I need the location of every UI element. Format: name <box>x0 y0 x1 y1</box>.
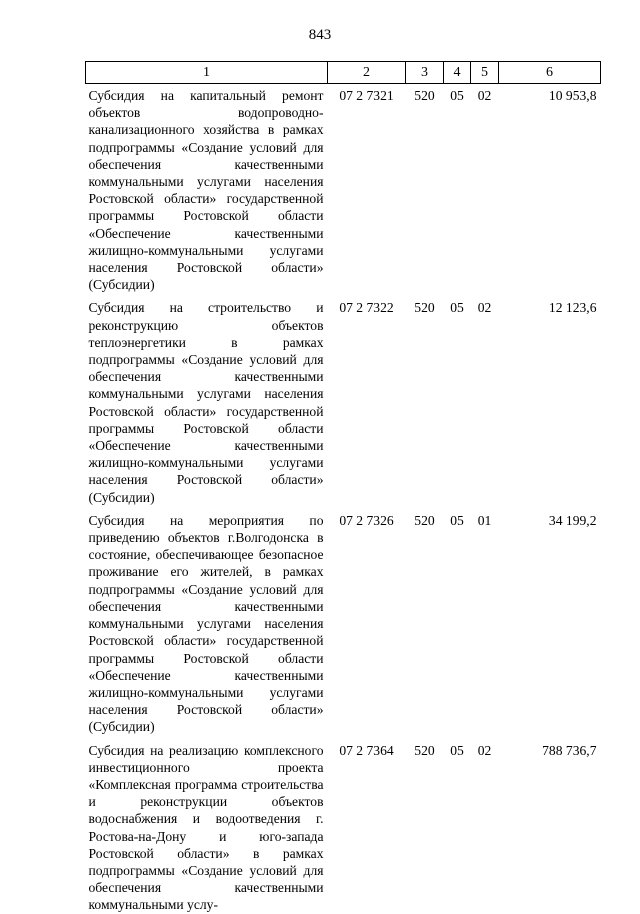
row-rz: 05 <box>450 300 464 316</box>
row-pr: 02 <box>477 88 492 103</box>
row-code: 07 2 7364 <box>339 742 394 758</box>
header-col-6: 6 <box>499 62 601 84</box>
row-code: 07 2 7326 <box>339 512 394 528</box>
table-row <box>86 299 601 505</box>
table-row <box>86 512 601 736</box>
table-row <box>86 87 601 293</box>
header-col-4: 4 <box>444 62 471 84</box>
row-name: Субсидия на строительство и реконструкцию объектов теплоэнергетики в рамках подпрограммы «Создание условий для обеспечения качественными коммунальными услугами населения Ростовской области» государственной программы Ростовской области «Обеспечение качественными жилищно-коммунальными услугами населения Ростовской области» (Субсидии) <box>88 300 324 505</box>
page-number: 843 <box>308 27 332 43</box>
header-col-1: 1 <box>86 62 328 84</box>
header-col-3: 3 <box>406 62 444 84</box>
row-vr: 520 <box>414 742 435 758</box>
row-name: Субсидия на мероприятия по приведению объектов г.Волгодонска в состояние, обеспечивающее безопасное проживание его жителей, в рамках подпрограммы «Создание условий для обеспечения качественными коммунальными услугами населения Ростовской области» государственной программы Ростовской области «Обеспечение качественными жилищно-коммунальными услугами населения Ростовской области» (Субсидии) <box>88 512 324 735</box>
row-name: Субсидия на капитальный ремонт объектов водопроводно-канализационного хозяйства в рамках подпрограммы «Создание условий для обеспечения качественными коммунальными услугами населения Ростовской области» государственной программы Ростовской области «Обеспечение качественными жилищно-коммунальными услугами населения Ростовской области» (Субсидии) <box>88 88 324 293</box>
row-sum: 788 736,7 <box>542 742 597 758</box>
header-col-2: 2 <box>328 62 406 84</box>
row-name: Субсидия на реализацию комплексного инвестиционного проекта «Комплексная программа строительства и реконструкции объектов водоснабжения и водоотведения г. Ростова-на-Дону и юго-запада Ростовской области» в рамках подпрограммы «Создание условий для обеспечения качественными коммунальными услу- <box>88 742 324 913</box>
row-rz: 05 <box>450 512 464 528</box>
row-vr: 520 <box>414 88 435 103</box>
row-rz: 05 <box>450 742 464 758</box>
row-pr: 02 <box>477 742 492 758</box>
row-sum: 10 953,8 <box>548 88 597 103</box>
row-vr: 520 <box>414 300 435 316</box>
row-pr: 02 <box>477 300 492 316</box>
row-vr: 520 <box>414 512 435 528</box>
table-header-row <box>86 62 601 84</box>
table-row <box>86 742 601 914</box>
row-pr: 01 <box>477 512 492 528</box>
budget-table <box>85 61 601 914</box>
row-code: 07 2 7322 <box>339 300 394 316</box>
row-sum: 34 199,2 <box>548 512 597 528</box>
row-code: 07 2 7321 <box>339 88 394 103</box>
row-rz: 05 <box>450 88 464 103</box>
row-sum: 12 123,6 <box>548 300 597 316</box>
header-col-5: 5 <box>471 62 499 84</box>
